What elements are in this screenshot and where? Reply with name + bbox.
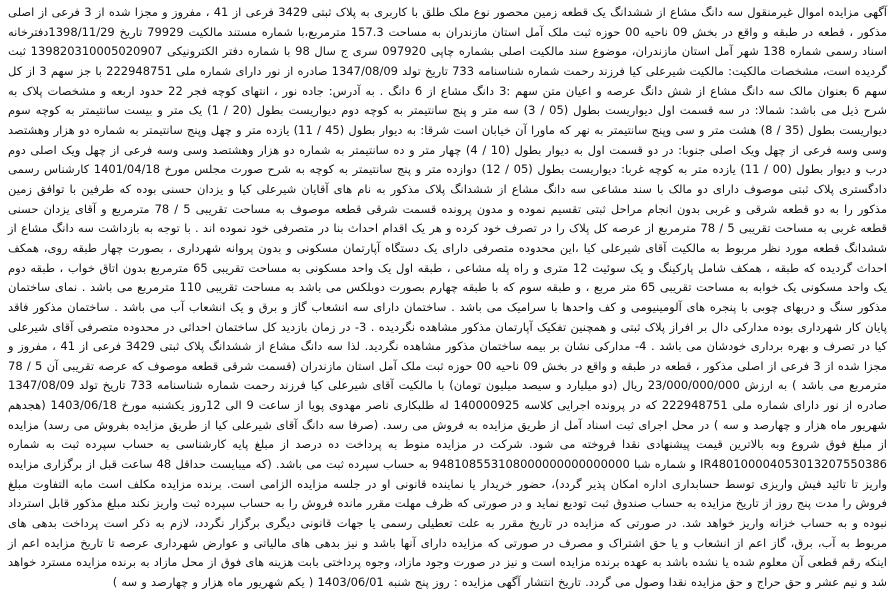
notice-body-text: آگهی مزایده اموال غیرمنقول سه دانگ مشاع از ششدانگ یک قطعه زمین محصور نوع ملک طلق با کاربری به پلاک ثبتی 3429 فرعی از 41 ، مفروز و مجزا شده از 3 فرعی از اصلی مذکور ، قطعه در طبقه و واقع در بخش 09 ناحیه 00 حوزه ثبت ملک آمل استان مازندران به مساحت 157.3 مترمربع،با شماره مستند مالکیت 79929 تاریخ 1398/11/29دفترخانه اسناد رسمی شماره 138 شهر آمل استان مازندران، موضوع سند مالکیت اصلی بشماره چاپی 097920 سری ج سال 98 با شماره دفتر الکترونیکی 139820310005020907 ثبت گردیده است، مشخصات مالکیت: مالکیت شیرعلی کیا فرزند رحمت شماره شناسنامه 733 تاریخ تولد 1347/08/09 صادره از نور دارای شماره ملی 222948751 با جز سهم 3 از کل سهم 6 بعنوان مالک سه دانگ مشاع از شش دانگ عرصه و اعیان متن سهم :3 دانگ مشاع از 6 دانگ . به آدرس: جاده نور ، انتهای کوچه فجر 22 حدود اربعه و مشخصات پلاک به شرح ذیل می باشد: شمالا: در سه قسمت اول دیواریست بطول (05 / 3) سه متر و پنج سانتیمتر به کوچه دوم دیواریست بطول (20 / 1) یک متر و بیست سانتیمتر به کوچه سوم دیواریست بطول (35 / 8) هشت متر و سی وپنج سانتیمتر به نهر که ماورا آن خیابان است شرقا: به دیوار بطول (45 / 11) یازده متر و چهل وپنج سانتیمتر به شماره دو هزار وهشتصد وسی وسه فرعی از چهل ویک اصلی جنوبا: در دو قسمت اول به دیوار بطول (10 / 4) چهار متر و ده سانتیمتر به شماره دو هزار وهشتصد وسی وسه فرعی از چهل ویک اصلی دوم درب و دیوار بطول (00 / 11) یازده متر به کوچه غربا: دیواریست بطول (05 / 12) دوازده متر و پنج سانتیمتر به کوچه به شرح صورت مجلس مورخ 1401/04/18 کارشناس رسمی دادگستری پلاک ثبتی موصوف دارای دو مالک با سند مشاعی سه دانگ مشاع از ششدانگ پلاک مذکور به نام های آقایان شیرعلی کیا و یزدان حسنی بوده که طرفین با توافق زمین مذکور را به دو قطعه شرقی و غربی بدون انجام مراحل ثبتی تقسیم نموده و مدون پرونده قسمت شرقی قطعه موصوف به مساحت تقریبی 5 / 78 مترمربع و آقای یزدان حسنی قطعه غربی به مساحت تقریبی 5 / 78 مترمربع از عرصه کل پلاک را در تصرف خود کرده و هر یک اقدام احداث بنا در متصرفی خود نموده اند . با توجه به بازداشت سه دانگ مشاع از ششدانگ قطعه مورد نظر مربوط به مالکیت آقای شیرعلی کیا ،این محدوده متصرفی دارای یک دستگاه آپارتمان مسکونی و بدون پروانه شهرداری ، بصورت چهار طبقه روی، همکف احداث گردیده که طبقه ، همکف شامل پارکینگ و یک سوئیت 12 متری و راه پله مشاعی ، طبقه اول یک واحد مسکونی به مساحت تقریبی 65 مترمربع بدون اتاق خواب ، طبقه دوم یک واحد مسکونی یک خوابه به مساحت تقریبی 65 متر مربع ، و طبقه سوم که با طبقه چهارم بصورت دوبلکس می باشد به مساحت تقریبی 110 مترمربع می باشد . نمای ساختمان مذکور سنگ و دربهای چوبی با پنجره های آلومینیومی و کف واحدها با سرامیک می باشد . ساختمان دارای سه انشعاب گاز و برق و یک انشعاب آب می باشد . ساختمان مذکور فاقد پایان کار شهرداری بوده مدارکی دال بر افراز پلاک ثبتی و همچنین تفکیک آپارتمان مذکور مشاهده نگردیده . 3- در زمان بازدید کل ساختمان احداثی در محدوده متصرفی آقای شیرعلی کیا در تصرف و بهره برداری خودشان می باشد . 4- مدارکی نشان بر بیمه ساختمان مذکور مشاهده نگردید. لذا سه دانگ مشاع از ششدانگ پلاک ثبتی 3429 فرعی از 41 ، مفروز و مجزا شده از 3 فرعی از اصلی مذکور ، قطعه در طبقه و واقع در بخش 09 ناحیه 00 حوزه ثبت ملک آمل استان مازندران (قسمت شرقی قطعه موصوف که عرصه تقریبی آن 5 / 78 مترمربع می باشد ) به ارزش 23/000/000/000 ریال (دو میلیارد و سیصد میلیون تومان) با مالکیت آقای شیرعلی کیا فرزند رحمت شماره شناسنامه 733 تاریخ تولد 1347/08/09 صادره از نور دارای شماره ملی 222948751 که در پرونده اجرایی کلاسه 140000925 له طلبکاری ناصر مهدوی پویا از ساعت 9 الی 12روز یکشنبه مورخ 1403/06/18 (هجدهم شهریور ماه هزار و چهارصد و سه ) در محل اجرای ثبت اسناد آمل از طریق مزایده به فروش می رسد. (صرفا سه دانگ آقای شیرعلی کیا از طریق مزایده بفروش می رسد) مزایده از مبلغ فوق شروع وبه بالاترین قیمت پیشنهادی نقدا فروخته می شود. شرکت در مزایده منوط به پرداخت ده درصد از مبلغ پایه کارشناسی به حساب سپرده ثبت به شماره IR480100004053013207550386 و شماره شبا 948108553108000000000000000 به حساب سپرده ثبت می باشد. (که میبایست حداقل 48 ساعت قبل از برگزاری مزایده واریز تا تائید فیش واریزی توسط حسابداری اداره امکان پذیر گردد)، حضور خریدار یا نماینده قانونی او در جلسه مزایده الزامی است. برنده مزایده مکلف است مابه التفاوت مبلغ فروش را مدت پنج روز از تاریخ مزایده به حساب صندوق ثبت تودیع نماید و در صورتی که ظرف مهلت مقرر مانده فروش را به حساب سپرده ثبت واریز نکند مبلغ مذکور قابل استرداد نبوده و به حساب خزانه واریز خواهد شد. در صورتی که مزایده در تاریخ مقرر به علت تعطیلی رسمی یا جهات قانونی دیگری برگزار نگردد، لازم به ذکر است پرداخت بدهی های مربوط به آب، برق، گاز اعم از انشعاب و یا حق اشتراک و مصرف در صورتی که مزایده دارای آنها باشد و نیز بدهی های مالیاتی و عوارض شهرداری عرصه تا تاریخ مزایده اعم از اینکه رقم قطعی آن معلوم شده یا نشده باشد به عهده برنده مزایده است و نیز در صورت وجود مازاد، وجوه پرداختی بابت هزینه های فوق از محل مازاد به برنده مزایده مسترد خواهد شد و نیم عشر و حق حراج و حق مزایده نقدا وصول می گردد. تاریخ انتشار آگهی مزایده : روز پنج شنبه 1403/06/01 ( یکم شهریور ماه هزار و چهارصد و سه ) [8, 5, 888, 590]
